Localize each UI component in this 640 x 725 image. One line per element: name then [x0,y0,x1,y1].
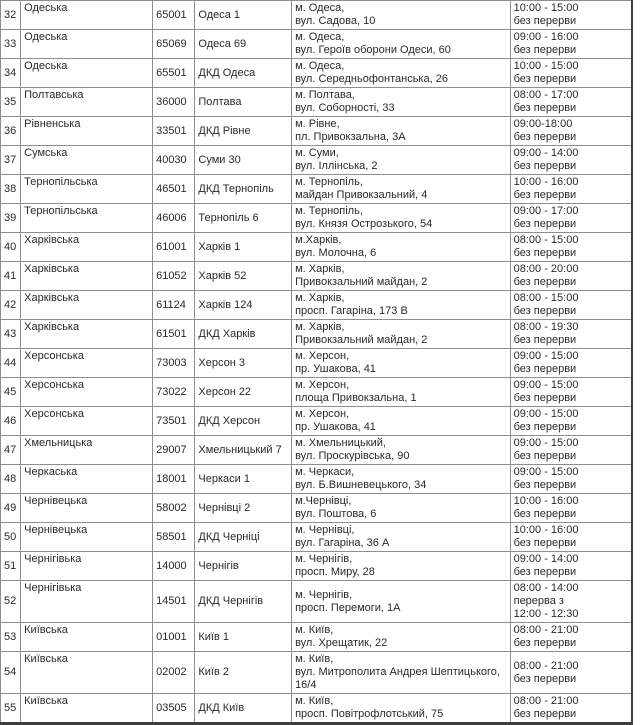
row-number-cell: 38 [1,175,21,204]
postal-code-cell: 36000 [153,88,195,117]
address-line: вул. Соборності, 33 [295,102,395,114]
address-line: м. Полтава, [295,89,355,101]
hours-cell [510,465,632,494]
hours-line: без перерви [513,479,577,491]
address-line: 16/4 [295,679,317,691]
branch-name-cell: Одеса 69 [195,30,292,59]
address-line: вул. Садова, 10 [295,15,376,27]
postal-code-cell: 40030 [153,146,195,175]
address-line: просп. Миру, 28 [295,566,375,578]
address-cell [292,523,511,552]
hours-line: без перерви [513,672,577,685]
postal-code-cell: 29007 [153,436,195,465]
postal-code-cell: 73003 [153,349,195,378]
hours-cell [510,349,632,378]
postal-code-cell: 58501 [153,523,195,552]
hours-line: 09:00 - 14:00 [513,553,579,565]
address-cell [292,623,511,652]
branch-name-cell: Чернівці 2 [195,494,292,523]
row-number-cell: 39 [1,204,21,233]
branch-name-cell: ДКД Черніці [195,523,292,552]
address-cell [292,1,511,30]
hours-line: без перерви [513,450,577,462]
row-number-cell: 41 [1,262,21,291]
branch-name-cell: ДКД Рівне [195,117,292,146]
hours-cell [510,262,632,291]
hours-cell [510,1,632,30]
address-cell [292,262,511,291]
address-line: просп. Повітрофлотський, 75 [295,708,444,720]
region-cell: Чернівецька [21,523,153,552]
branch-name-cell: Херсон 3 [195,349,292,378]
table-row [1,523,633,552]
postal-code-cell: 14501 [153,581,195,623]
address-line: просп. Гагаріна, 173 В [295,305,408,317]
region-cell: Херсонська [21,349,153,378]
postal-code-cell: 58002 [153,494,195,523]
address-cell [292,88,511,117]
region-cell: Чернівецька [21,494,153,523]
hours-line: 08:00 - 15:00 [513,234,579,246]
postal-code-cell: 65069 [153,30,195,59]
branch-name-cell: ДКД Тернопіль [195,175,292,204]
postal-code-cell: 33501 [153,117,195,146]
hours-line: 09:00 - 15:00 [513,379,579,391]
branch-name-cell: ДКД Київ [195,694,292,724]
hours-cell [510,623,632,652]
hours-line: 08:00 - 20:00 [513,263,579,275]
address-line: площа Привокзальна, 1 [295,392,417,404]
region-cell: Харківська [21,291,153,320]
hours-line: 08:00 - 21:00 [513,695,579,707]
row-number-cell: 53 [1,623,21,652]
branch-name-cell: ДКД Херсон [195,407,292,436]
branch-name-cell: Харків 124 [195,291,292,320]
hours-line: 10:00 - 16:00 [513,524,579,536]
postal-code-cell: 73022 [153,378,195,407]
hours-line: без перерви [513,392,577,404]
address-line: пл. Привокзальна, 3А [295,131,406,143]
hours-line: 09:00 - 16:00 [513,31,579,43]
postal-code-cell: 61001 [153,233,195,262]
row-number-cell: 42 [1,291,21,320]
row-number-cell: 37 [1,146,21,175]
hours-line: 08:00 - 19:30 [513,321,579,333]
table-row [1,694,633,724]
hours-cell [510,407,632,436]
table-row [1,262,633,291]
address-line: м. Херсон, [295,408,350,420]
branch-name-cell: ДКД Чернігів [195,581,292,623]
hours-line: 09:00 - 15:00 [513,466,579,478]
hours-cell [510,88,632,117]
postal-code-cell: 18001 [153,465,195,494]
address-cell [292,349,511,378]
address-line: м. Херсон, [295,379,350,391]
table-row [1,581,633,623]
address-line: м. Харків, [295,321,345,333]
row-number-cell: 50 [1,523,21,552]
table-row [1,320,633,349]
branch-name-cell: Київ 1 [195,623,292,652]
hours-line: 09:00 - 15:00 [513,408,579,420]
address-line: Привокзальний майдан, 2 [295,334,428,346]
table-row [1,436,633,465]
address-line: м. Чернігів, [295,588,353,601]
address-cell [292,494,511,523]
region-cell: Полтавська [21,88,153,117]
table-row [1,494,633,523]
region-cell: Херсонська [21,378,153,407]
address-line: м. Київ, [295,624,334,636]
branch-name-cell: Тернопіль 6 [195,204,292,233]
row-number-cell: 36 [1,117,21,146]
address-cell [292,291,511,320]
hours-line: без перерви [513,131,577,143]
address-line: м. Чернівці, [295,524,355,536]
hours-line: перерва з [513,595,564,607]
hours-line: 08:00 - 21:00 [513,624,579,636]
region-cell: Черкаська [21,465,153,494]
branch-name-cell: Чернігів [195,552,292,581]
postal-code-cell: 73501 [153,407,195,436]
postal-code-cell: 65501 [153,59,195,88]
address-cell [292,30,511,59]
branch-name-cell: Хмельницький 7 [195,436,292,465]
hours-line: без перерви [513,189,577,201]
region-cell: Харківська [21,320,153,349]
table-row [1,233,633,262]
address-line: м. Харків, [295,292,345,304]
region-cell: Одеська [21,59,153,88]
hours-line: 09:00 - 14:00 [513,147,579,159]
row-number-cell: 35 [1,88,21,117]
address-cell [292,146,511,175]
table-row [1,349,633,378]
hours-line: без перерви [513,276,577,288]
hours-line: 09:00 - 15:00 [513,350,579,362]
address-line: м. Черкаси, [295,466,355,478]
postal-code-cell: 61052 [153,262,195,291]
hours-cell [510,436,632,465]
postal-code-cell: 46006 [153,204,195,233]
row-number-cell: 51 [1,552,21,581]
hours-line: без перерви [513,218,577,230]
region-cell: Чернігівька [21,552,153,581]
table-row [1,623,633,652]
address-cell [292,378,511,407]
hours-cell [510,378,632,407]
address-cell [292,436,511,465]
branch-name-cell: Суми 30 [195,146,292,175]
hours-line: 09:00-18:00 [513,118,573,130]
address-line: м.Чернівці, [295,495,352,507]
branch-name-cell: ДКД Одеса [195,59,292,88]
region-cell: Одеська [21,30,153,59]
hours-line: без перерви [513,15,577,27]
address-cell [292,552,511,581]
hours-line: 08:00 - 21:00 [513,659,579,672]
hours-cell [510,204,632,233]
hours-line: 12:00 - 12:30 [513,608,579,620]
address-cell [292,652,511,694]
hours-line: без перерви [513,566,577,578]
region-cell: Рівненська [21,117,153,146]
row-number-cell: 55 [1,694,21,724]
region-cell: Київська [21,652,153,694]
hours-line: без перерви [513,363,577,375]
region-cell: Київська [21,694,153,724]
region-cell: Хмельницька [21,436,153,465]
region-cell: Одеська [21,1,153,30]
address-line: м. Харків, [295,263,345,275]
hours-cell [510,30,632,59]
address-line: вул. Хрещатик, 22 [295,637,388,649]
hours-cell [510,233,632,262]
address-cell [292,407,511,436]
branch-name-cell: Харків 1 [195,233,292,262]
row-number-cell: 47 [1,436,21,465]
address-cell [292,465,511,494]
address-line: м. Суми, [295,147,339,159]
branch-name-cell: Херсон 22 [195,378,292,407]
address-line: м. Одеса, [295,31,345,43]
postal-code-cell: 01001 [153,623,195,652]
hours-cell [510,291,632,320]
postal-code-cell: 14000 [153,552,195,581]
address-line: Привокзальний майдан, 2 [295,276,428,288]
address-line: вул. Князя Острозького, 54 [295,218,433,230]
hours-cell [510,320,632,349]
branch-name-cell: Харків 52 [195,262,292,291]
hours-cell [510,581,632,623]
hours-line: без перерви [513,160,577,172]
address-line: вул. Молочна, 6 [295,247,377,259]
address-line: м. Чернігів, [295,553,353,565]
region-cell: Тернопільська [21,175,153,204]
row-number-cell: 45 [1,378,21,407]
branch-name-cell: Київ 2 [195,652,292,694]
address-line: вул. Іллінська, 2 [295,160,378,172]
table-row [1,30,633,59]
table-row [1,378,633,407]
address-line: м. Одеса, [295,2,345,14]
hours-line: 08:00 - 15:00 [513,292,579,304]
hours-line: без перерви [513,247,577,259]
hours-line: 10:00 - 15:00 [513,2,579,14]
hours-cell [510,146,632,175]
address-line: вул. Гагаріна, 36 А [295,537,390,549]
row-number-cell: 54 [1,652,21,694]
table-row [1,117,633,146]
table-row [1,88,633,117]
address-line: пр. Ушакова, 41 [295,363,376,375]
table-row [1,204,633,233]
hours-line: без перерви [513,708,577,720]
hours-cell [510,494,632,523]
hours-cell [510,175,632,204]
table-row [1,552,633,581]
table-row [1,291,633,320]
address-cell [292,320,511,349]
address-cell [292,233,511,262]
address-line: м. Київ, [295,653,334,665]
address-line: просп. Перемоги, 1А [295,601,401,614]
hours-cell [510,523,632,552]
row-number-cell: 48 [1,465,21,494]
address-line: майдан Привокзальний, 4 [295,189,428,201]
address-line: м.Харків, [295,234,342,246]
address-line: м. Хмельницький, [295,437,386,449]
address-line: вул. Середньофонтанська, 26 [295,73,448,85]
address-line: м. Тернопіль, [295,176,363,188]
address-cell [292,694,511,724]
table-row [1,146,633,175]
row-number-cell: 49 [1,494,21,523]
row-number-cell: 34 [1,59,21,88]
address-line: м. Рівне, [295,118,340,130]
address-line: м. Одеса, [295,60,345,72]
address-cell [292,204,511,233]
hours-line: без перерви [513,421,577,433]
region-cell: Харківська [21,262,153,291]
table-row [1,1,633,30]
hours-cell [510,117,632,146]
branch-name-cell: Черкаси 1 [195,465,292,494]
region-cell: Харківська [21,233,153,262]
hours-line: 09:00 - 17:00 [513,205,579,217]
hours-line: без перерви [513,102,577,114]
hours-cell [510,652,632,694]
address-line: вул. Героїв оборони Одеси, 60 [295,44,451,56]
hours-cell [510,694,632,724]
region-cell: Тернопільська [21,204,153,233]
hours-line: 10:00 - 16:00 [513,495,579,507]
table-row [1,652,633,694]
postal-code-cell: 03505 [153,694,195,724]
address-line: м. Тернопіль, [295,205,363,217]
region-cell: Київська [21,623,153,652]
postal-code-cell: 65001 [153,1,195,30]
row-number-cell: 44 [1,349,21,378]
address-cell [292,117,511,146]
hours-line: без перерви [513,73,577,85]
hours-line: без перерви [513,305,577,317]
address-line: вул. Б.Вишневецького, 34 [295,479,427,491]
address-line: м. Київ, [295,695,334,707]
address-cell [292,581,511,623]
address-line: вул. Митрополита Андрея Шептицького, [295,666,500,678]
row-number-cell: 46 [1,407,21,436]
address-cell [292,175,511,204]
hours-line: 10:00 - 16:00 [513,176,579,188]
hours-cell [510,552,632,581]
branch-name-cell: Одеса 1 [195,1,292,30]
hours-line: без перерви [513,508,577,520]
hours-line: 10:00 - 15:00 [513,60,579,72]
table-body [1,1,633,724]
table-row [1,59,633,88]
branch-name-cell: Полтава [195,88,292,117]
address-line: м. Херсон, [295,350,350,362]
hours-line: без перерви [513,537,577,549]
branch-name-cell: ДКД Харків [195,320,292,349]
row-number-cell: 32 [1,1,21,30]
hours-line: без перерви [513,637,577,649]
region-cell: Херсонська [21,407,153,436]
region-cell: Чернігівька [21,581,153,623]
hours-line: без перерви [513,44,577,56]
table-row [1,175,633,204]
postal-code-cell: 61501 [153,320,195,349]
postal-code-cell: 61124 [153,291,195,320]
address-line: пр. Ушакова, 41 [295,421,376,433]
hours-line: 08:00 - 17:00 [513,89,579,101]
row-number-cell: 43 [1,320,21,349]
table-row [1,465,633,494]
hours-cell [510,59,632,88]
row-number-cell: 33 [1,30,21,59]
address-cell [292,59,511,88]
hours-line: 09:00 - 15:00 [513,437,579,449]
table-row [1,407,633,436]
address-line: вул. Проскурівська, 90 [295,450,410,462]
row-number-cell: 52 [1,581,21,623]
row-number-cell: 40 [1,233,21,262]
hours-line: без перерви [513,334,577,346]
postal-code-cell: 02002 [153,652,195,694]
address-line: вул. Поштова, 6 [295,508,377,520]
region-cell: Сумська [21,146,153,175]
hours-line: 08:00 - 14:00 [513,582,579,594]
postal-code-cell: 46501 [153,175,195,204]
